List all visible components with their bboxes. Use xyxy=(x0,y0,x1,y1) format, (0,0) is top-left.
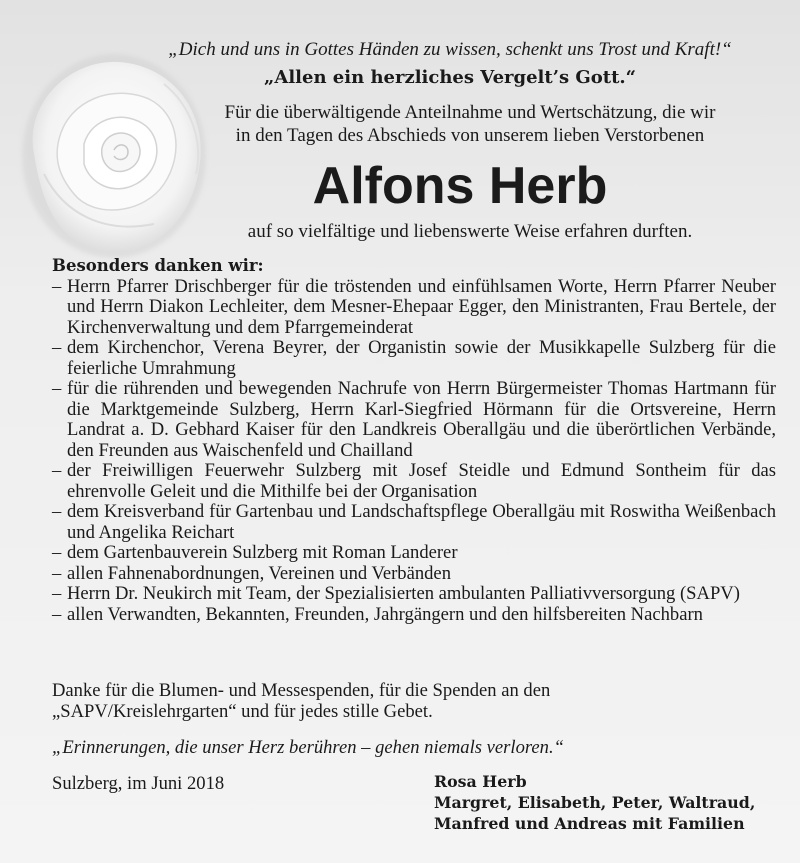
list-item: – dem Kirchenchor, Verena Beyrer, der Organistin sowie der Musikkapelle Sulzberg für die feierliche Umrahmung xyxy=(52,338,776,379)
signature xyxy=(434,771,755,834)
flowers-thanks xyxy=(52,680,776,722)
flowers-line: „SAPV/Kreislehrgarten“ und für jedes stille Gebet. xyxy=(52,701,433,722)
list-item: – der Freiwilligen Feuerwehr Sulzberg mit Josef Steidle und Edmund Sontheim für das ehrenvolle Geleit und die Mithilfe bei der Organisation xyxy=(52,461,776,502)
outro-text: auf so vielfältige und liebenswerte Weise erfahren durften. xyxy=(247,221,693,242)
list-item: – dem Gartenbauverein Sulzberg mit Roman Landerer xyxy=(52,543,776,564)
flowers-line: Danke für die Blumen- und Messespenden, für die Spenden an den xyxy=(52,680,551,701)
place-date: Sulzberg, im Juni 2018 xyxy=(52,773,225,794)
list-item: – für die rührenden und bewegenden Nachrufe von Herrn Bürgermeister Thomas Hartmann für die Marktgemeinde Sulzberg, Herrn Karl-Siegfried Hörmann für die Ortsvereine, Herrn Landrat a. D. Gebhard Kaiser für den Landkreis Oberallgäu und die überörtlichen Verbände, den Freunden aus Waischenfeld und Chailland xyxy=(52,379,776,461)
intro-line: in den Tagen des Abschieds von unserem lieben Verstorbenen xyxy=(235,125,705,146)
thanks-list xyxy=(52,277,776,626)
special-thanks-section xyxy=(52,256,776,625)
signature-line: Manfred und Andreas mit Familien xyxy=(434,814,745,833)
list-item: – dem Kreisverband für Gartenbau und Landschaftspflege Oberallgäu mit Roswitha Weißenbach und Angelika Reichart xyxy=(52,502,776,543)
intro-line: Für die überwältigende Anteilnahme und Wertschätzung, die wir xyxy=(224,102,716,123)
list-item: – allen Verwandten, Bekannten, Freunden, Jahrgängern und den hilfsbereiten Nachbarn xyxy=(52,605,776,626)
deceased-name: Alfons Herb xyxy=(312,157,608,215)
signature-line: Margret, Elisabeth, Peter, Waltraud, xyxy=(434,793,756,812)
list-item: – allen Fahnenabordnungen, Vereinen und Verbänden xyxy=(52,564,776,585)
intro-text xyxy=(180,101,760,147)
thanks-heading: „Allen ein herzliches Vergelt’s Gott.“ xyxy=(264,67,636,88)
closing-quote: „Erinnerungen, die unser Herz berühren – gehen niemals verloren.“ xyxy=(52,737,564,758)
list-item: – Herrn Dr. Neukirch mit Team, der Spezialisierten ambulanten Palliativversorgung (SAPV) xyxy=(52,584,776,605)
signature-line: Rosa Herb xyxy=(434,772,527,791)
special-thanks-title: Besonders danken wir: xyxy=(52,256,264,275)
opening-quote: „Dich und uns in Gottes Händen zu wissen, schenkt uns Trost und Kraft!“ xyxy=(168,39,732,60)
list-item: – Herrn Pfarrer Drischberger für die tröstenden und einfühlsamen Worte, Herrn Pfarrer Neuber und Herrn Diakon Lechleiter, dem Mesner-Ehepaar Egger, den Ministranten, Frau Bertele, der Kirchenverwaltung und dem Pfarrgemeinderat xyxy=(52,277,776,339)
